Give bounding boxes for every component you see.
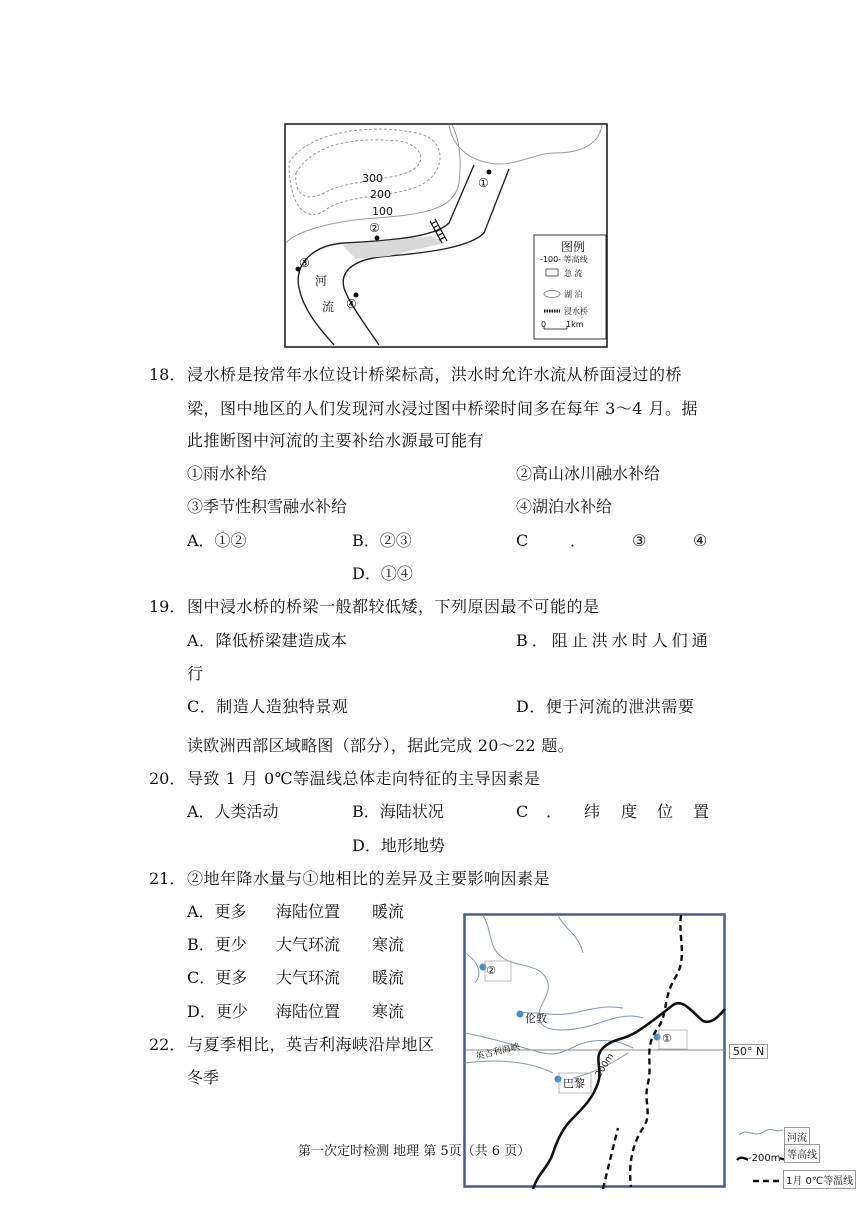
q20-option-c-letter[interactable]: C	[516, 802, 529, 821]
q21-stem: ②地年降水量与①地相比的差异及主要影响因素是	[187, 869, 551, 888]
q19-option-b[interactable]: B．阻止洪水时人们通	[516, 631, 712, 650]
q18-option-d[interactable]: D．①④	[352, 564, 413, 583]
q21-option-d[interactable]: D．更少	[187, 1002, 248, 1021]
q20-option-b[interactable]: B．海陆状况	[352, 802, 444, 821]
q19-option-b-continued: 行	[187, 664, 204, 683]
q21-option-a[interactable]: A．更多	[187, 902, 247, 921]
q19-option-d[interactable]: D．便于河流的泄洪需要	[516, 697, 695, 716]
q21-option-d-current: 寒流	[372, 1002, 405, 1021]
legend-contour: 等高线	[784, 1144, 820, 1163]
q20-option-c-char: 位	[657, 802, 674, 821]
q21-option-b[interactable]: B．更少	[187, 935, 247, 954]
q18-option-c-letter[interactable]: C	[516, 531, 529, 550]
map1-point-2: ②	[369, 221, 380, 235]
q21-option-c-factor: 大气环流	[276, 968, 341, 987]
legend-rapids: 急 流	[564, 269, 583, 278]
q20-option-d[interactable]: D．地形地势	[352, 836, 445, 855]
q21-option-d-factor: 海陆位置	[276, 1002, 341, 1021]
q19-option-c[interactable]: C．制造人造独特景观	[187, 697, 349, 716]
london-dot	[517, 1011, 524, 1018]
river-label-char: 河	[315, 274, 328, 288]
q20-option-c-dot: ．	[546, 802, 563, 821]
q18-option-c-value: ④	[693, 531, 708, 550]
q21-option-b-current: 寒流	[372, 935, 405, 954]
point-1-dot	[654, 1034, 661, 1041]
map2-channel-label: 英吉利海峡	[474, 1042, 521, 1063]
legend-bridge: 浸水桥	[564, 307, 588, 316]
map1-point-4: ④	[346, 297, 357, 311]
q18-line1: 浸水桥是按常年水位设计桥梁标高，洪水时允许水流从桥面浸过的桥	[187, 365, 683, 384]
paris-dot	[555, 1076, 562, 1083]
q18-statement-4: ④湖泊水补给	[516, 497, 613, 516]
contour-label-200: 200	[370, 188, 391, 201]
q18-line2: 梁，图中地区的人们发现河水浸过图中桥梁时间多在每年 3～4 月。据	[187, 399, 699, 418]
legend-lake: 湖 泊	[564, 290, 583, 299]
point-dot	[487, 170, 492, 175]
map1-point-1: ①	[478, 176, 489, 190]
river-contour-map	[284, 123, 609, 349]
q21-option-b-factor: 大气环流	[276, 935, 341, 954]
q20-option-c-char: 置	[693, 802, 710, 821]
q19-stem: 图中浸水桥的桥梁一般都较低矮，下列原因最不可能的是	[187, 597, 600, 616]
legend-river: 河流	[784, 1127, 810, 1146]
q21-option-c-current: 暖流	[372, 968, 405, 987]
legend-isotherm: 1月 0℃等温线	[783, 1170, 856, 1189]
legend-contour: -100- 等高线	[540, 255, 588, 264]
q19-number: 19．	[149, 597, 186, 616]
map2-paris: 巴黎	[563, 1077, 585, 1090]
q22-line1: 与夏季相比，英吉利海峡沿岸地区	[187, 1035, 435, 1054]
q20-option-c-char: 度	[621, 802, 638, 821]
map2-point-2: ②	[486, 964, 496, 977]
section-intro: 读欧洲西部区域略图（部分），据此完成 20～22 题。	[187, 736, 574, 755]
q21-option-a-current: 暖流	[372, 902, 405, 921]
legend-scale-km: 1km	[566, 320, 584, 329]
legend-isobath-value: -200m	[748, 1153, 781, 1164]
q18-option-a[interactable]: A．①②	[187, 531, 247, 550]
q18-line3: 此推断图中河流的主要补给水源最可能有	[187, 431, 485, 450]
q18-statement-2: ②高山冰川融水补给	[516, 464, 661, 483]
q20-number: 20．	[149, 769, 186, 788]
contour-label-100: 100	[372, 205, 393, 218]
q22-number: 22．	[149, 1035, 186, 1054]
map1-point-3: ③	[299, 256, 310, 270]
river-label-char: 流	[322, 300, 335, 314]
map2-point-1: ①	[662, 1032, 672, 1045]
q20-option-a[interactable]: A．人类活动	[187, 802, 279, 821]
map2-london: 伦敦	[525, 1012, 547, 1025]
q20-option-c-char: 纬	[584, 802, 601, 821]
q22-line2: 冬季	[187, 1068, 220, 1087]
map2-latitude-label: 50° N	[729, 1044, 768, 1059]
q21-option-c[interactable]: C．更多	[187, 968, 248, 987]
contour-label-300: 300	[362, 172, 383, 185]
page-footer: 第一次定时检测 地理 第 5页（共 6 页）	[298, 1144, 531, 1159]
q18-number: 18．	[149, 365, 186, 384]
q21-number: 21．	[149, 869, 186, 888]
q18-option-c-value: ③	[632, 531, 647, 550]
q19-option-a[interactable]: A．降低桥梁建造成本	[187, 631, 348, 650]
map2-isobath-label: 200m	[594, 1051, 617, 1080]
q18-statement-1: ①雨水补给	[187, 464, 268, 483]
q21-option-a-factor: 海陆位置	[276, 902, 341, 921]
q18-option-b[interactable]: B．②③	[352, 531, 412, 550]
q20-stem: 导致 1 月 0℃等温线总体走向特征的主导因素是	[187, 769, 541, 788]
legend-scale-zero: 0	[541, 320, 547, 329]
q18-option-c-dot: ．	[570, 531, 587, 550]
q18-statement-3: ③季节性积雪融水补给	[187, 497, 348, 516]
point-dot	[375, 236, 380, 241]
map1-legend-title: 图例	[561, 240, 586, 254]
